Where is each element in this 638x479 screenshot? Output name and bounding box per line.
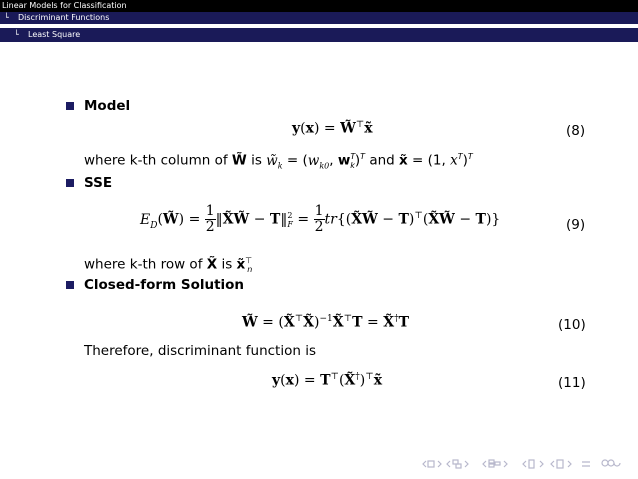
breadcrumb-level2[interactable]: Discriminant Functions — [18, 13, 110, 22]
equation-number: (8) — [566, 123, 586, 139]
breadcrumb-level3[interactable]: Least Square — [28, 30, 81, 39]
bullet-icon — [66, 281, 74, 289]
bullet-icon — [66, 102, 74, 110]
equation-11: y(x) = T⊤(X̃†)⊤x̃ — [272, 372, 383, 389]
equation-8: y(x) = W̃⊤x̃ — [292, 120, 373, 137]
next-frame-icon[interactable] — [438, 461, 441, 467]
prev-frame-icon[interactable] — [423, 461, 434, 467]
prev-subsection-icon[interactable] — [551, 460, 563, 468]
section-closed-form: Closed-form Solution — [84, 277, 245, 293]
tree-branch-icon: └ — [14, 30, 19, 39]
next-section-icon[interactable] — [540, 461, 543, 467]
navigation-bar — [422, 457, 632, 471]
search-icon[interactable] — [602, 460, 620, 466]
equation-10: W̃ = (X̃⊤X̃)$^{-1}$X̃⊤T = X̃†T — [242, 314, 409, 331]
prev-subsection-icon[interactable] — [447, 460, 461, 468]
breadcrumb-level1[interactable]: Linear Models for Classification — [2, 1, 127, 10]
tree-branch-icon: └ — [4, 13, 9, 22]
section-sse: SSE — [84, 175, 113, 191]
equation-9: $E_D(W̃) = 1$ 2 ‖X̃W̃ − T‖$^2_F$ = 1 2 tr{(X̃W̃ − T)⊤(X̃W̃ − T)} — [140, 203, 501, 235]
prev-section-icon[interactable] — [523, 460, 534, 468]
next-subsection-icon[interactable] — [465, 461, 468, 467]
therefore-text: Therefore, discriminant function is — [84, 343, 316, 359]
header-bar-3 — [0, 28, 638, 42]
model-note: where k-th column of W̃ is $w̃_k = (w_{k0}$, $w^T_k)^T$ and x̃ = (1, $x^T)^T$ — [84, 152, 473, 171]
next-subsection-icon[interactable] — [568, 461, 571, 467]
equation-number: (10) — [558, 317, 586, 333]
header-bar-1 — [0, 0, 638, 12]
bullet-icon — [66, 179, 74, 187]
prev-section-icon[interactable] — [483, 460, 500, 467]
section-model: Model — [84, 98, 131, 114]
equals-icon[interactable] — [582, 462, 590, 466]
next-section-icon[interactable] — [504, 461, 507, 467]
equation-number: (9) — [566, 217, 586, 233]
sse-note: where k-th row of X̃ is $x̃^⊤_n$ — [84, 256, 253, 275]
header-bar-2 — [0, 12, 638, 24]
equation-number: (11) — [558, 375, 586, 391]
